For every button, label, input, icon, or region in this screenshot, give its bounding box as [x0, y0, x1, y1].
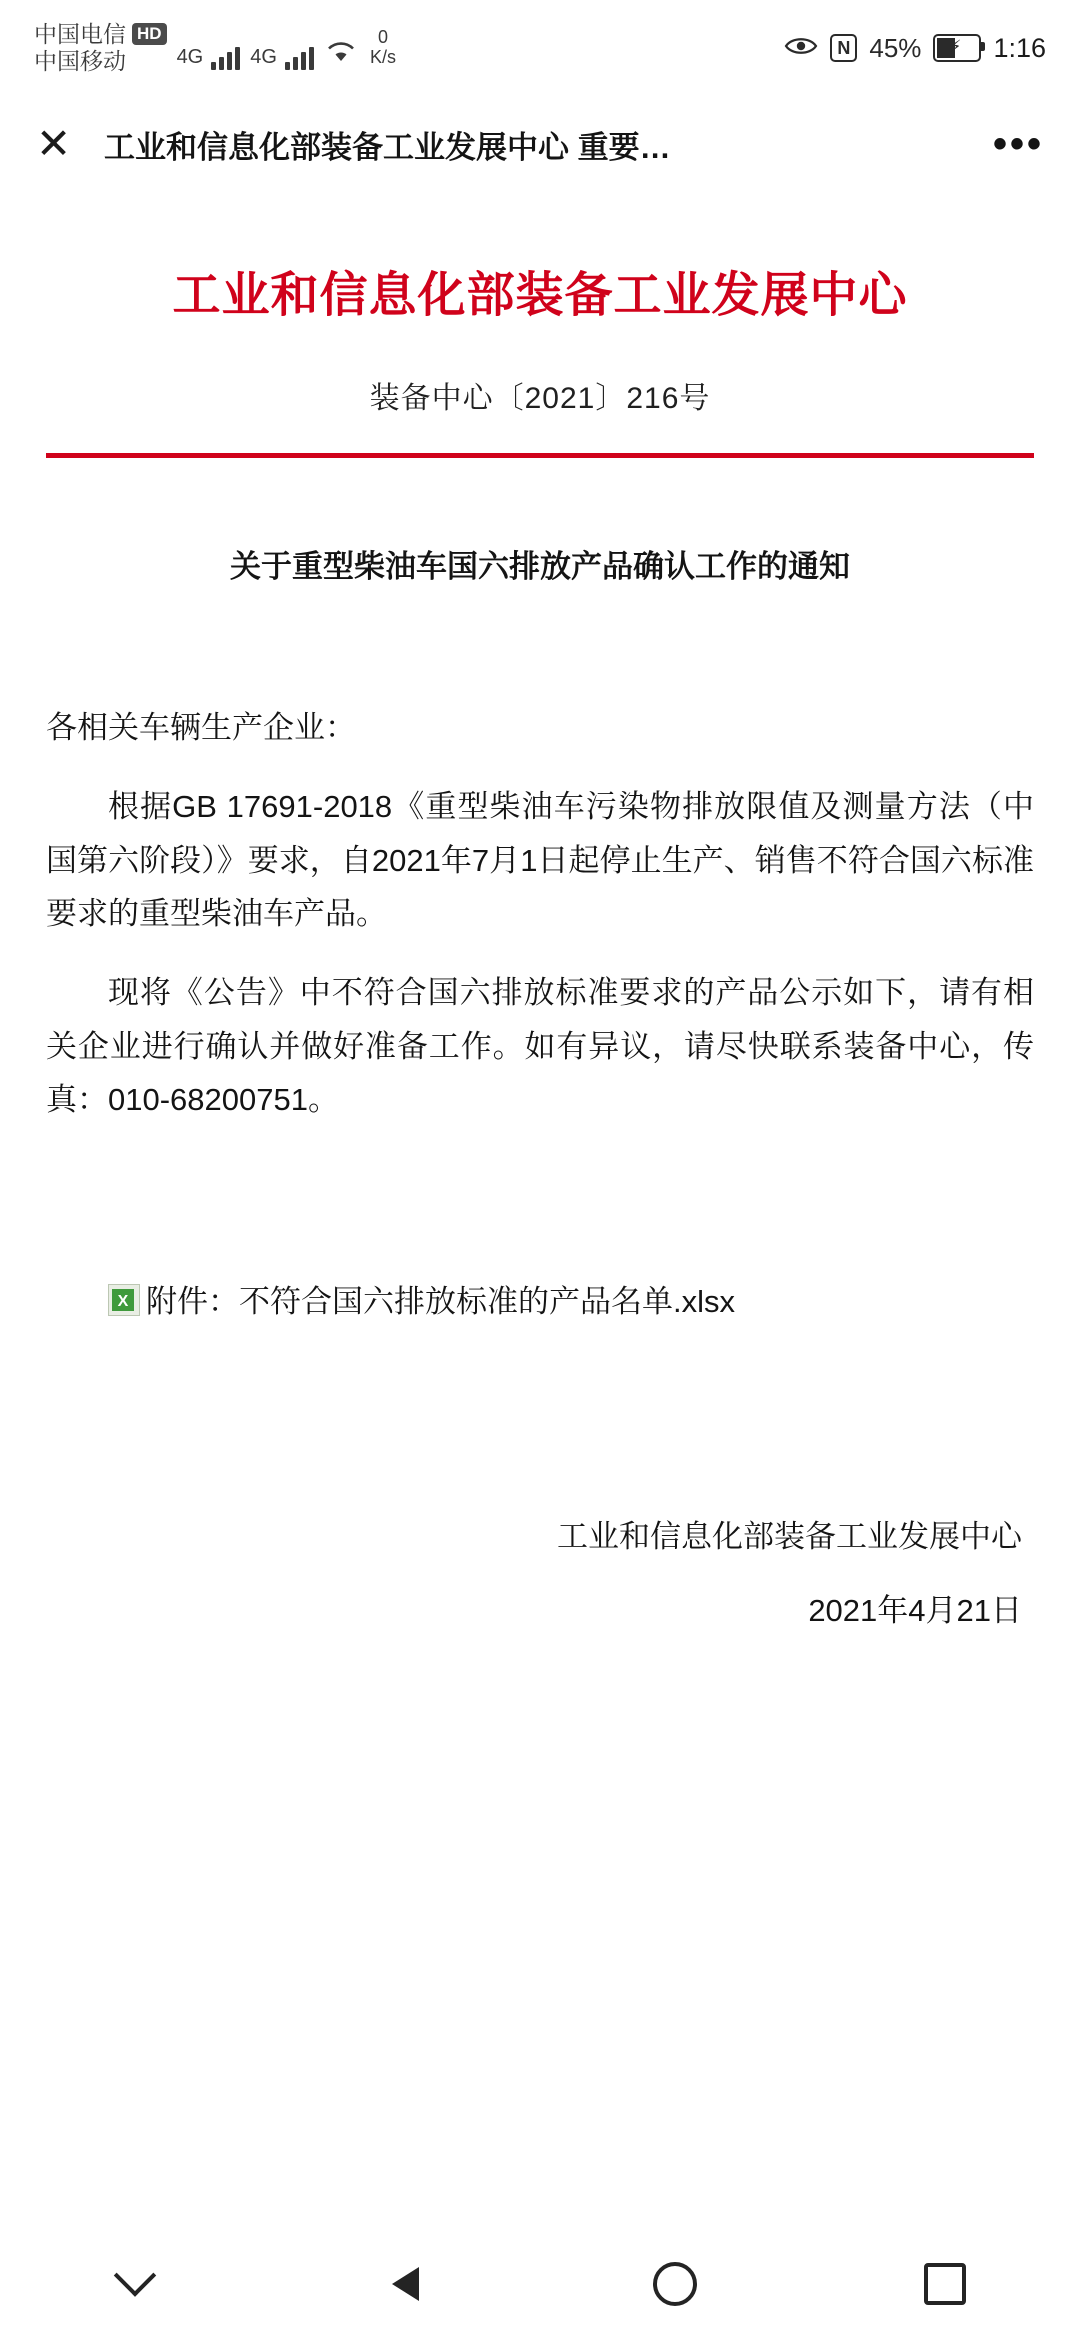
network-speed-value: 0: [377, 27, 388, 48]
status-bar-right: [784, 33, 1046, 64]
battery-percent-label: 45%: [869, 32, 922, 63]
document-salutation: 各相关车辆生产企业：: [46, 709, 356, 745]
attachment-label[interactable]: 附件：不符合国六排放标准的产品名单.xlsx: [146, 1284, 735, 1320]
status-bar-left: [34, 21, 396, 75]
page-title: 工业和信息化部装备工业发展中心 重要…: [104, 129, 671, 165]
eye-care-icon: [784, 33, 818, 64]
recents-square-icon: [924, 2263, 966, 2305]
back-triangle-icon: [392, 2267, 419, 2301]
signal-bars-1-icon: [211, 42, 240, 75]
carrier-primary-label: 中国电信: [34, 20, 126, 47]
document-paragraph-2: 现将《公告》中不符合国六排放标准要求的产品公示如下，请有相关企业进行确认并做好准备工作。如有异议，请尽快联系装备中心，传真：010-68200751。: [46, 975, 1034, 1117]
document-paragraph-1: 根据GB 17691-2018《重型柴油车污染物排放限值及测量方法（中国第六阶段）》要求，自2021年7月1日起停止生产、销售不符合国六标准要求的重型柴油车产品。: [46, 789, 1034, 931]
excel-file-icon: [108, 1284, 140, 1316]
red-divider: [46, 453, 1034, 458]
app-header: [0, 96, 1080, 192]
nfc-icon: N: [830, 34, 857, 62]
document-subject: 关于重型柴油车国六排放产品确认工作的通知: [230, 549, 850, 584]
document-date: 2021年4月21日: [808, 1592, 1022, 1628]
nav-collapse-button[interactable]: [75, 2244, 195, 2324]
network-type-1-label: 4G: [176, 46, 204, 69]
home-circle-icon: [653, 2262, 697, 2306]
carrier-secondary-label: 中国移动: [34, 48, 126, 74]
nav-home-button[interactable]: [615, 2244, 735, 2324]
more-options-icon[interactable]: •••: [992, 121, 1044, 166]
carrier-primary-row: [34, 21, 167, 48]
document-org-title: 工业和信息化部装备工业发展中心: [172, 267, 908, 323]
wifi-icon: [326, 40, 356, 75]
close-icon[interactable]: ✕: [36, 120, 72, 167]
network-speed-unit: K/s: [369, 47, 396, 67]
status-bar: [0, 0, 1080, 96]
carrier-labels: [34, 21, 167, 75]
system-navigation-bar: [0, 2228, 1080, 2340]
battery-icon: ⚡: [933, 34, 981, 62]
nav-back-button[interactable]: [345, 2244, 465, 2324]
hd-badge: HD: [132, 23, 167, 45]
clock-label: 1:16: [993, 32, 1046, 63]
document-body: [0, 192, 1080, 1630]
network-type-2-label: 4G: [250, 46, 277, 69]
signal-bars-2-icon: [285, 42, 314, 75]
network-speed: [370, 28, 396, 68]
document-signature: 工业和信息化部装备工业发展中心: [557, 1518, 1022, 1554]
chevron-down-icon: [114, 2254, 156, 2296]
nav-recents-button[interactable]: [885, 2244, 1005, 2324]
attachment-row[interactable]: [46, 1276, 1034, 1329]
document-number: 装备中心〔2021〕216号: [369, 382, 711, 415]
